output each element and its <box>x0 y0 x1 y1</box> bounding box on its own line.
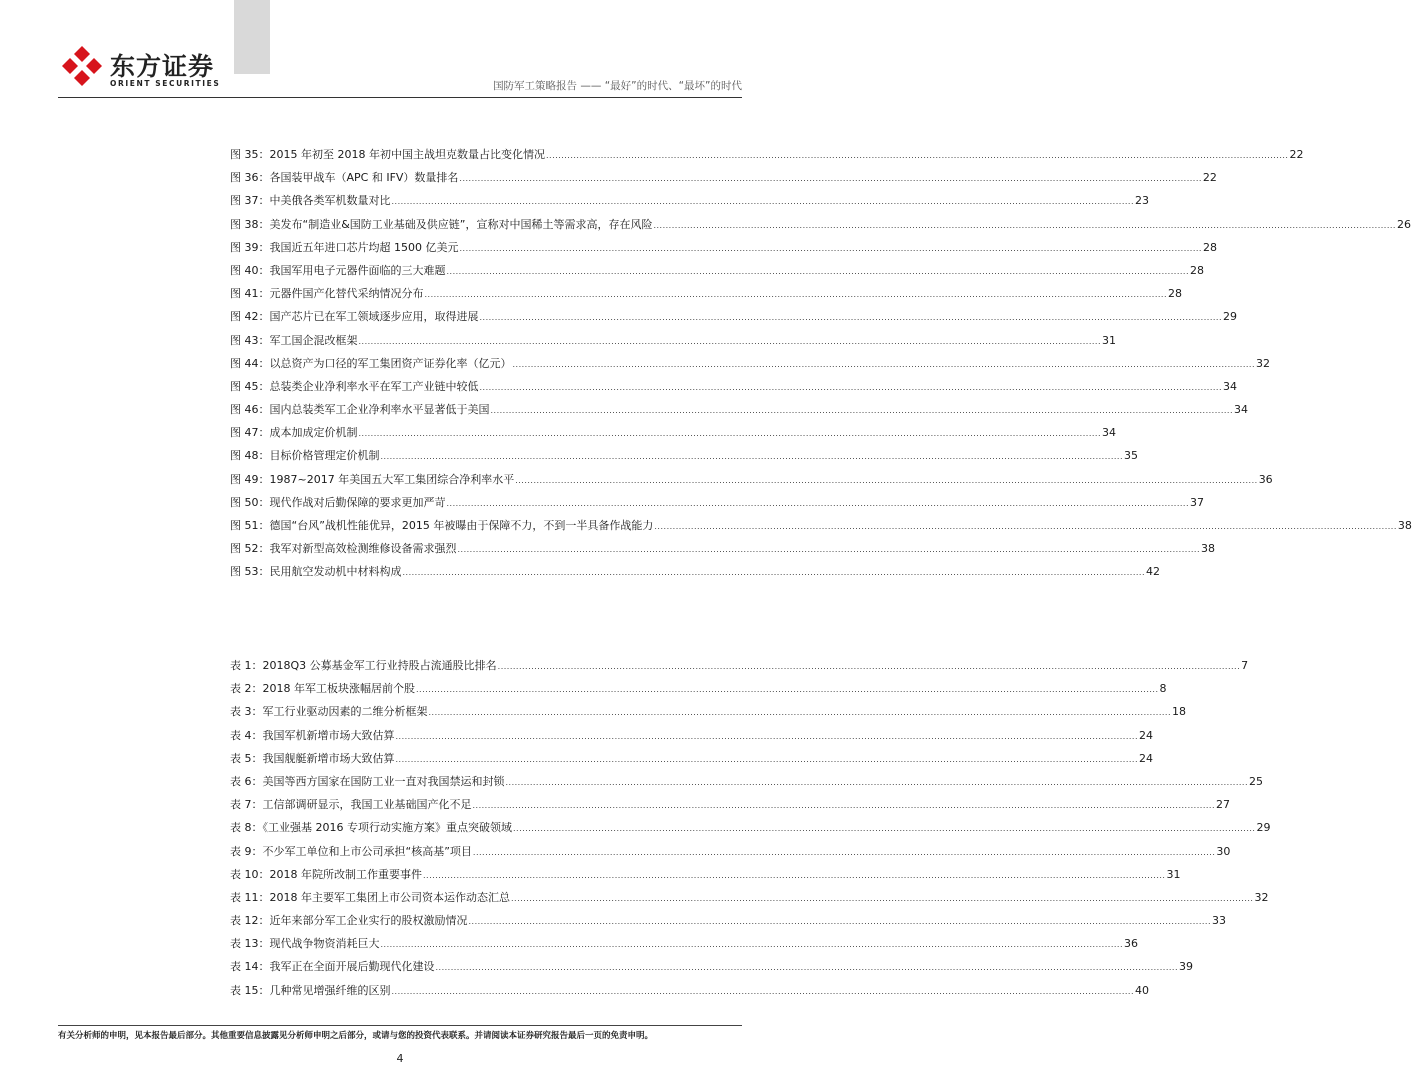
toc-page-number: 31 <box>1101 333 1116 347</box>
logo-name: 东方证券 <box>110 52 215 81</box>
toc-page-number: 18 <box>1171 705 1186 719</box>
toc-entry-label: 图 48：目标价格管理定价机制 <box>230 449 380 463</box>
toc-dot-leader <box>392 987 1134 996</box>
toc-page-number: 32 <box>1254 890 1269 904</box>
toc-dot-leader <box>423 871 1165 880</box>
toc-page-number: 28 <box>1189 263 1204 277</box>
toc-entry-label: 图 42：国产芯片已在军工领域逐步应用，取得进展 <box>230 310 479 324</box>
toc-page-number: 25 <box>1248 774 1263 788</box>
toc-page-number: 8 <box>1159 682 1167 696</box>
toc-page-number: 22 <box>1289 148 1304 161</box>
figure-toc-entry[interactable] <box>230 540 1215 563</box>
table-toc-entry[interactable] <box>230 796 1230 819</box>
toc-dot-leader <box>392 197 1134 206</box>
toc-dot-leader <box>506 778 1248 787</box>
toc-entry-label: 图 46：国内总装类军工企业净利率水平显著低于美国 <box>230 403 490 417</box>
toc-page-number: 29 <box>1256 821 1271 835</box>
figure-toc-entry[interactable] <box>230 332 1116 355</box>
toc-page-number: 24 <box>1138 728 1153 742</box>
toc-dot-leader <box>436 963 1178 972</box>
figure-toc-entry[interactable] <box>230 308 1237 331</box>
toc-entry-label: 表 3：军工行业驱动因素的二维分析框架 <box>230 705 428 719</box>
table-toc-entry[interactable] <box>230 982 1149 1005</box>
figure-toc-entry[interactable] <box>230 563 1160 586</box>
figure-toc-entry[interactable] <box>230 192 1149 215</box>
toc-dot-leader <box>480 313 1222 322</box>
toc-page-number: 7 <box>1241 659 1249 672</box>
toc-entry-label: 图 44：以总资产为口径的军工集团资产证券化率（亿元） <box>230 356 512 370</box>
figure-toc-entry[interactable] <box>230 471 1273 494</box>
toc-dot-leader <box>396 732 1138 741</box>
figure-toc-entry[interactable] <box>230 169 1217 192</box>
logo-diamonds-icon <box>60 44 104 88</box>
table-toc-entry[interactable] <box>230 935 1138 958</box>
table-toc-entry[interactable] <box>230 889 1269 912</box>
table-toc-entry[interactable] <box>230 680 1167 703</box>
toc-dot-leader <box>513 824 1255 833</box>
toc-page-number: 30 <box>1216 844 1231 858</box>
toc-page-number: 38 <box>1397 519 1412 532</box>
toc-entry-label: 表 4：我国军机新增市场大致估算 <box>230 728 395 742</box>
toc-entry-label: 图 50：现代作战对后勤保障的要求更加严苛 <box>230 495 446 509</box>
figure-toc-entry[interactable] <box>230 216 1411 239</box>
toc-dot-leader <box>447 267 1189 276</box>
toc-page-number: 28 <box>1167 287 1182 301</box>
toc-entry-label: 图 37：中美俄各类军机数量对比 <box>230 194 391 208</box>
toc-entry-label: 图 40：我国军用电子元器件面临的三大难题 <box>230 263 446 277</box>
toc-entry-label: 表 5：我国舰艇新增市场大致估算 <box>230 751 395 765</box>
header-divider <box>58 97 742 98</box>
toc-page-number: 34 <box>1233 403 1248 417</box>
table-toc-entry[interactable] <box>230 727 1153 750</box>
toc-dot-leader <box>447 499 1189 508</box>
toc-entry-label: 图 53：民用航空发动机中材料构成 <box>230 565 402 579</box>
toc-dot-leader <box>425 290 1167 299</box>
toc-entry-label: 图 41：元器件国产化替代采纳情况分布 <box>230 287 424 301</box>
footer-divider <box>58 1025 742 1026</box>
toc-dot-leader <box>381 940 1123 949</box>
toc-entry-label: 表 6：美国等西方国家在国防工业一直对我国禁运和封锁 <box>230 774 505 788</box>
toc-page-number: 40 <box>1134 983 1149 997</box>
toc-entry-label: 表 15：几种常见增强纤维的区别 <box>230 983 391 997</box>
toc-dot-leader <box>459 174 1201 183</box>
toc-page-number: 36 <box>1123 937 1138 951</box>
company-logo <box>60 44 221 94</box>
tables-index <box>230 657 1271 1005</box>
table-toc-entry[interactable] <box>230 866 1181 889</box>
toc-entry-label: 表 9：不少军工单位和上市公司承担“核高基”项目 <box>230 844 472 858</box>
toc-dot-leader <box>654 522 1396 531</box>
toc-dot-leader <box>491 406 1233 415</box>
table-toc-entry[interactable] <box>230 843 1231 866</box>
page-number: 4 <box>396 1052 404 1065</box>
toc-dot-leader <box>469 917 1211 926</box>
toc-entry-label: 表 8：《工业强基 2016 专项行动实施方案》重点突破领域 <box>230 821 512 835</box>
toc-page-number: 35 <box>1123 449 1138 463</box>
toc-page-number: 36 <box>1258 472 1273 486</box>
toc-entry-label: 表 12：近年来部分军工企业实行的股权激励情况 <box>230 914 468 928</box>
toc-entry-label: 图 36：各国装甲战车（APC 和 IFV）数量排名 <box>230 171 459 185</box>
toc-dot-leader <box>396 755 1138 764</box>
toc-page-number: 24 <box>1138 751 1153 765</box>
figure-toc-entry[interactable] <box>230 517 1412 540</box>
toc-page-number: 28 <box>1202 240 1217 254</box>
toc-entry-label: 图 49：1987~2017 年美国五大军工集团综合净利率水平 <box>230 472 515 486</box>
toc-entry-label: 图 35：2015 年初至 2018 年初中国主战坦克数量占比变化情况 <box>230 148 545 161</box>
toc-entry-label: 图 43：军工国企混改框架 <box>230 333 358 347</box>
toc-page-number: 23 <box>1134 194 1149 208</box>
table-toc-entry[interactable] <box>230 912 1226 935</box>
toc-entry-label: 表 11：2018 年主要军工集团上市公司资本运作动态汇总 <box>230 890 510 904</box>
toc-entry-label: 图 52：我军对新型高效检测维修设备需求强烈 <box>230 542 457 556</box>
toc-dot-leader <box>498 662 1240 671</box>
toc-page-number: 27 <box>1215 798 1230 812</box>
toc-page-number: 34 <box>1101 426 1116 440</box>
toc-entry-label: 表 2：2018 年军工板块涨幅居前个股 <box>230 682 415 696</box>
toc-page-number: 26 <box>1396 217 1411 231</box>
toc-entry-label: 图 38：美发布“制造业&国防工业基础及供应链”，宣称对中国稀土等需求高，存在风险 <box>230 217 653 231</box>
table-toc-entry[interactable] <box>230 819 1271 842</box>
toc-entry-label: 表 1：2018Q3 公募基金军工行业持股占流通股比排名 <box>230 659 497 672</box>
figure-toc-entry[interactable] <box>230 146 1304 169</box>
toc-page-number: 38 <box>1200 542 1215 556</box>
logo-english-name: ORIENT SECURITIES <box>110 79 221 88</box>
toc-entry-label: 表 7：工信部调研显示，我国工业基础国产化不足 <box>230 798 472 812</box>
disclaimer-note: 有关分析师的申明，见本报告最后部分。其他重要信息披露见分析师申明之后部分，或请与您的投资代表联系。并请阅读本证券研究报告最后一页的免责申明。 <box>58 1031 654 1041</box>
toc-dot-leader <box>458 545 1200 554</box>
toc-page-number: 33 <box>1211 914 1226 928</box>
toc-entry-label: 表 10：2018 年院所改制工作重要事件 <box>230 867 422 881</box>
toc-page-number: 32 <box>1255 356 1270 370</box>
toc-dot-leader <box>511 894 1253 903</box>
toc-page-number: 22 <box>1202 171 1217 185</box>
toc-entry-label: 表 13：现代战争物资消耗巨大 <box>230 937 380 951</box>
figures-index <box>230 146 1412 587</box>
figure-toc-entry[interactable] <box>230 447 1138 470</box>
toc-dot-leader <box>473 848 1215 857</box>
toc-page-number: 42 <box>1145 565 1160 579</box>
toc-entry-label: 图 39：我国近五年进口芯片均超 1500 亿美元 <box>230 240 459 254</box>
toc-dot-leader <box>546 151 1288 160</box>
figure-toc-entry[interactable] <box>230 424 1116 447</box>
toc-dot-leader <box>459 244 1201 253</box>
table-toc-entry[interactable] <box>230 657 1249 680</box>
toc-dot-leader <box>359 429 1101 438</box>
toc-page-number: 29 <box>1222 310 1237 324</box>
toc-page-number: 37 <box>1189 495 1204 509</box>
figure-toc-entry[interactable] <box>230 494 1204 517</box>
toc-page-number: 34 <box>1222 379 1237 393</box>
toc-entry-label: 表 14：我军正在全面开展后勤现代化建设 <box>230 960 435 974</box>
toc-entry-label: 图 51：德国“台风”战机性能优异，2015 年被曝由于保障不力，不到一半具备作战能力 <box>230 519 654 532</box>
header-grey-tab <box>234 0 270 74</box>
toc-entry-label: 图 47：成本加成定价机制 <box>230 426 358 440</box>
toc-dot-leader <box>515 476 1257 485</box>
table-toc-entry[interactable] <box>230 958 1193 981</box>
table-toc-entry[interactable] <box>230 773 1263 796</box>
figure-toc-entry[interactable] <box>230 239 1217 262</box>
toc-dot-leader <box>513 360 1255 369</box>
toc-dot-leader <box>381 452 1123 461</box>
toc-entry-label: 图 45：总装类企业净利率水平在军工产业链中较低 <box>230 379 479 393</box>
toc-dot-leader <box>429 708 1171 717</box>
figure-toc-entry[interactable] <box>230 285 1182 308</box>
figure-toc-entry[interactable] <box>230 355 1270 378</box>
table-toc-entry[interactable] <box>230 750 1153 773</box>
toc-dot-leader <box>359 337 1101 346</box>
toc-dot-leader <box>653 221 1395 230</box>
report-title: 国防军工策略报告 —— “最好”的时代、“最坏”的时代 <box>493 80 742 92</box>
toc-dot-leader <box>473 801 1215 810</box>
table-toc-entry[interactable] <box>230 703 1186 726</box>
toc-dot-leader <box>403 568 1145 577</box>
toc-dot-leader <box>416 685 1158 694</box>
figure-toc-entry[interactable] <box>230 401 1248 424</box>
toc-dot-leader <box>480 383 1222 392</box>
toc-page-number: 39 <box>1178 960 1193 974</box>
figure-toc-entry[interactable] <box>230 262 1204 285</box>
toc-page-number: 31 <box>1166 867 1181 881</box>
figure-toc-entry[interactable] <box>230 378 1237 401</box>
